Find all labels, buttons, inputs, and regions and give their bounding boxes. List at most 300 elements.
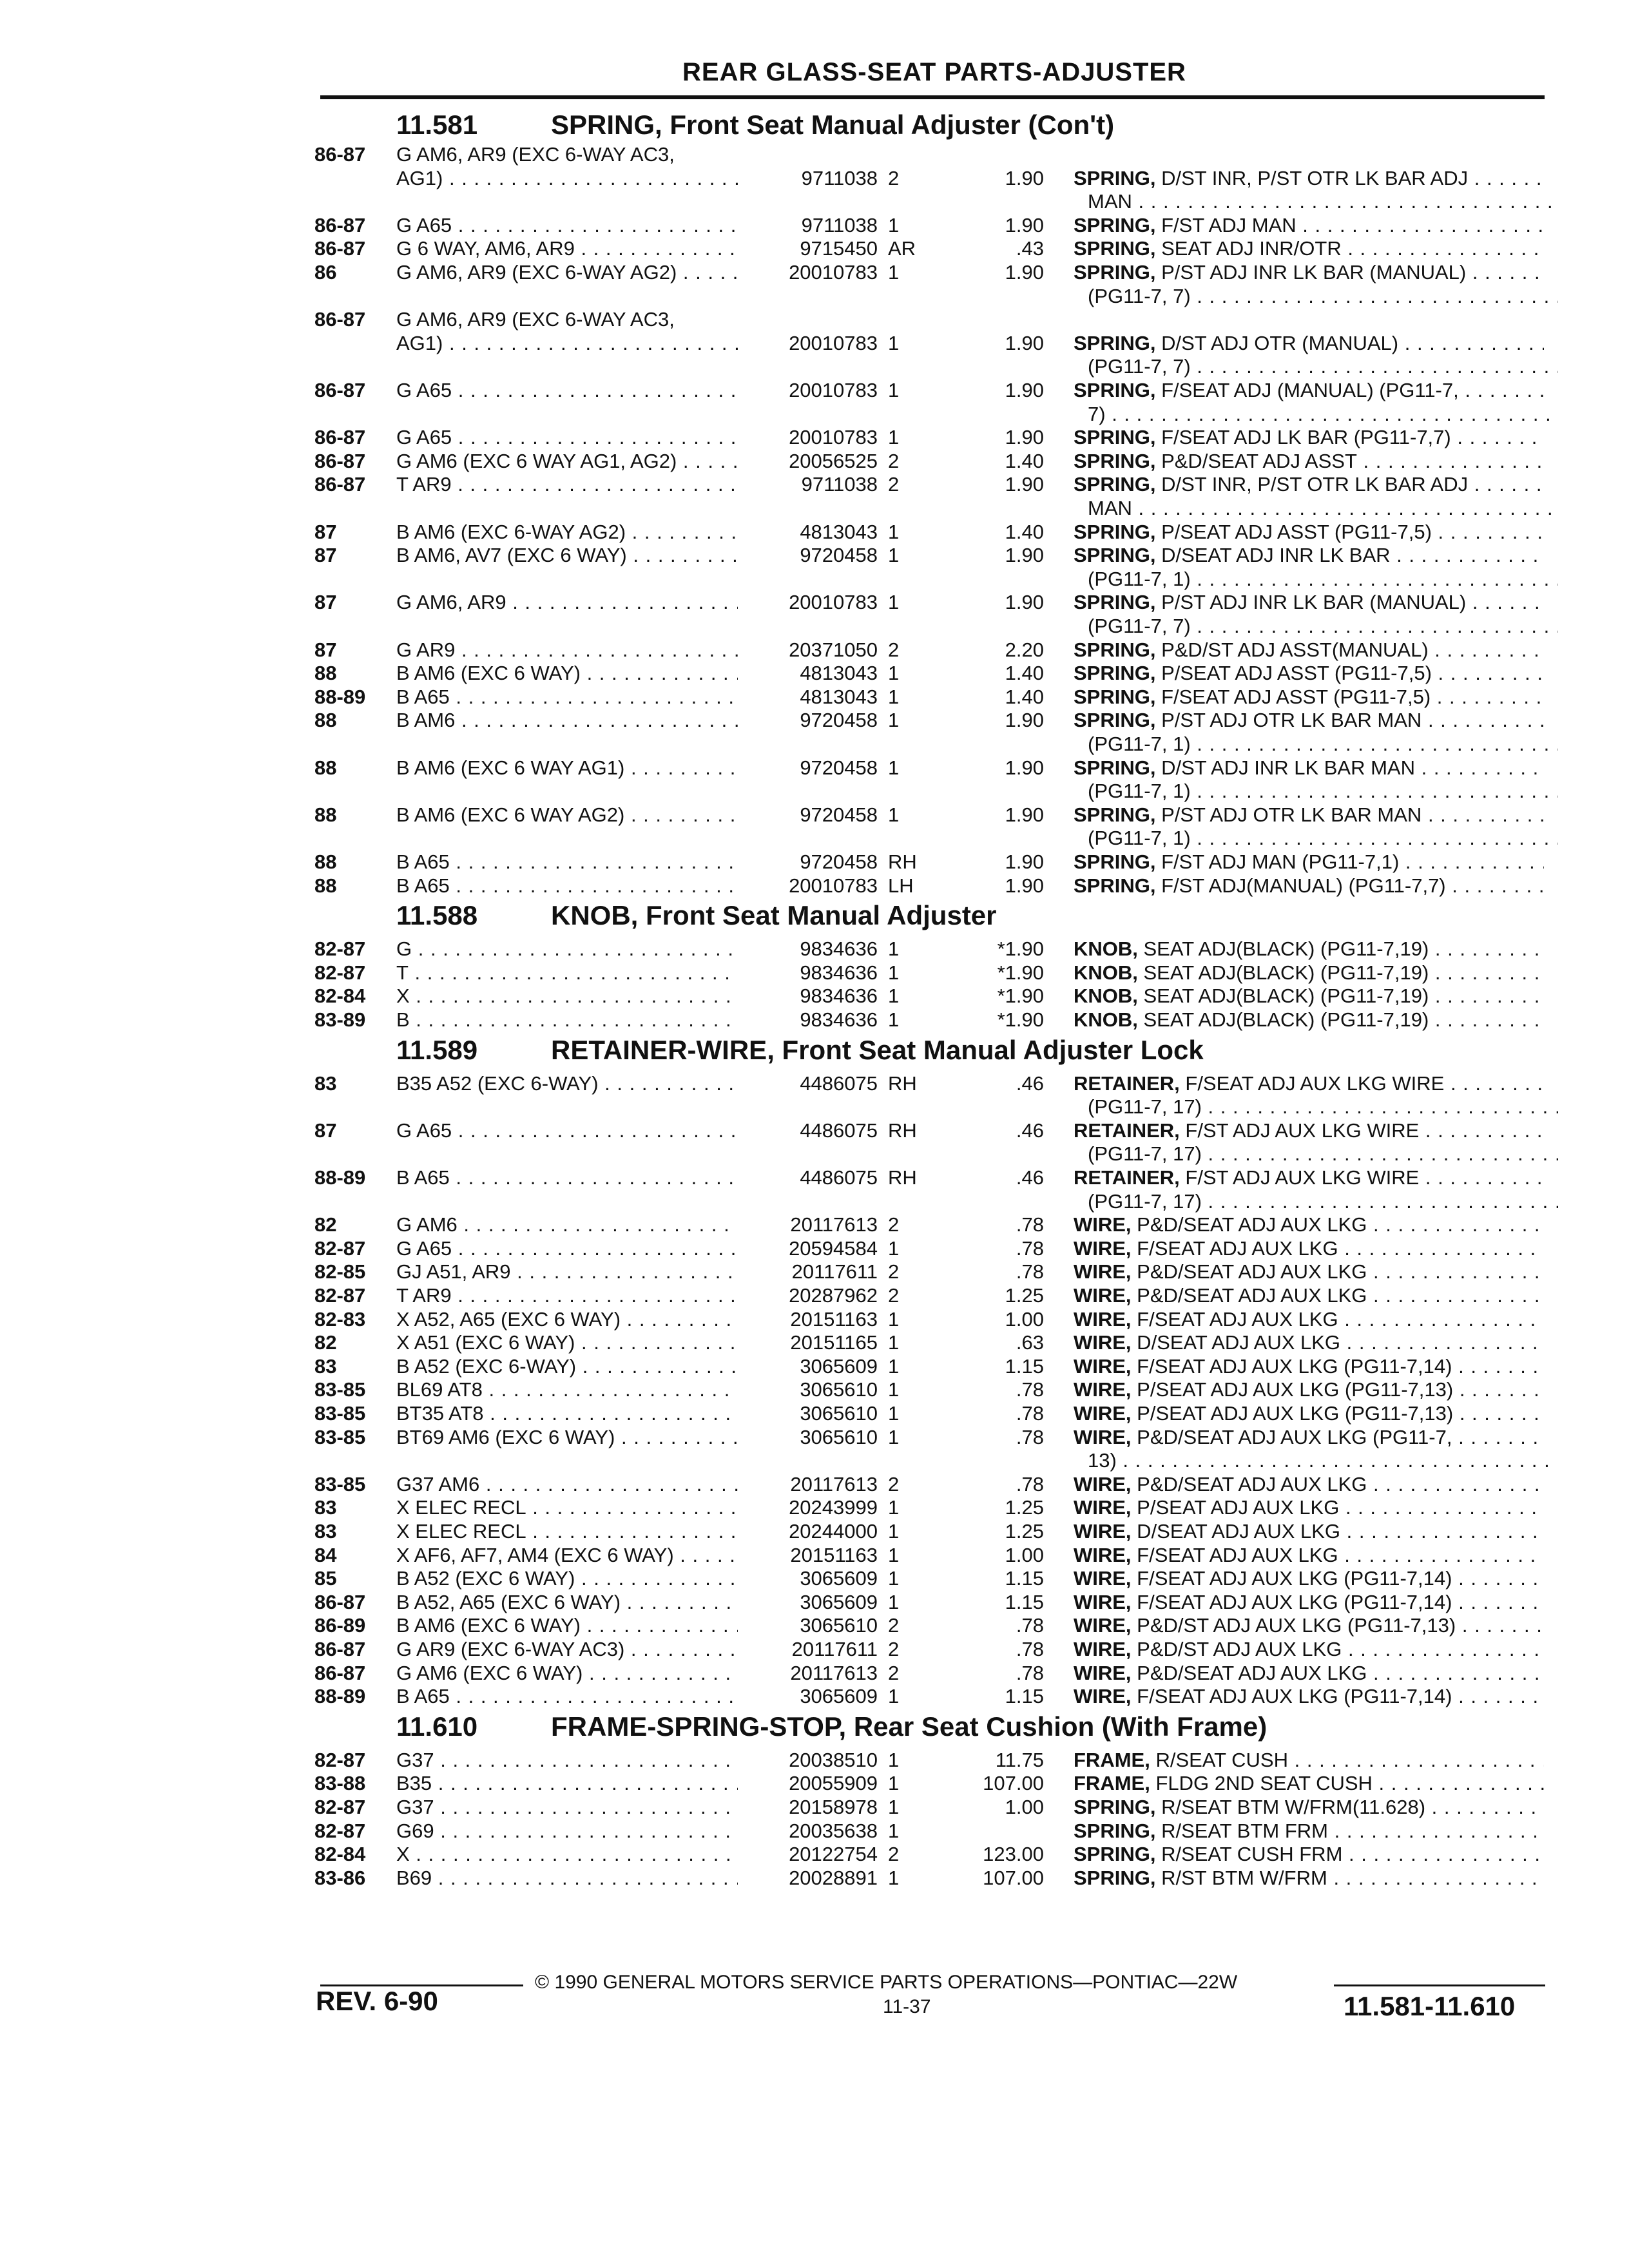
quantity: 1 xyxy=(888,1496,900,1519)
part-row xyxy=(0,1284,1629,1307)
part-name-keyword: SPRING, xyxy=(1074,261,1156,284)
part-name xyxy=(1074,1749,1544,1772)
model-years: 82-83 xyxy=(314,1308,366,1331)
model-years: 83-89 xyxy=(314,1008,366,1031)
part-name xyxy=(1074,473,1544,496)
model-years: 86-87 xyxy=(314,237,366,260)
part-name-detail: (PG11-7, 7) xyxy=(1088,285,1191,307)
quantity: 1 xyxy=(888,1308,900,1331)
part-name-keyword: WIRE, xyxy=(1074,1260,1132,1283)
part-row xyxy=(0,1072,1629,1095)
part-name xyxy=(1074,709,1544,732)
price: 1.00 xyxy=(1005,1308,1044,1331)
model-years: 86-87 xyxy=(314,214,366,236)
model-years: 83 xyxy=(314,1072,337,1095)
part-name-keyword: WIRE, xyxy=(1074,1614,1132,1637)
part-row xyxy=(0,568,1629,591)
part-row xyxy=(0,1426,1629,1449)
quantity: 1 xyxy=(888,214,900,236)
part-name-detail: F/SEAT ADJ (MANUAL) (PG11-7, xyxy=(1155,379,1459,401)
part-name-detail: D/ST INR, P/ST OTR LK BAR ADJ xyxy=(1155,167,1469,189)
quantity: 1 xyxy=(888,1544,900,1566)
part-name xyxy=(1074,1496,1544,1519)
part-row xyxy=(0,379,1629,402)
part-row xyxy=(0,780,1629,803)
model-years: 88 xyxy=(314,709,337,731)
part-row xyxy=(0,521,1629,544)
part-name-detail: P/SEAT ADJ AUX LKG (PG11-7,13) xyxy=(1131,1402,1454,1425)
quantity: 1 xyxy=(888,379,900,401)
part-name-detail: D/ST INR, P/ST OTR LK BAR ADJ xyxy=(1155,473,1469,495)
part-row xyxy=(0,1355,1629,1378)
quantity: 1 xyxy=(888,426,900,448)
part-number: 20010783 xyxy=(789,426,878,448)
part-number: 9711038 xyxy=(801,214,878,236)
part-name-keyword: SPRING, xyxy=(1074,803,1156,826)
part-name xyxy=(1074,686,1544,709)
price: 11.75 xyxy=(995,1749,1044,1771)
part-name-detail: SEAT ADJ(BLACK) (PG11-7,19) xyxy=(1137,985,1429,1007)
part-name-keyword: WIRE, xyxy=(1074,1308,1132,1331)
quantity: 1 xyxy=(888,1749,900,1771)
price: 2.20 xyxy=(1005,639,1044,661)
model-years: 86-87 xyxy=(314,473,366,495)
price: .78 xyxy=(1016,1614,1044,1637)
part-name xyxy=(1074,1638,1544,1661)
price: *1.90 xyxy=(997,985,1044,1007)
part-row xyxy=(0,937,1629,961)
part-row xyxy=(0,756,1629,780)
part-number: 20151163 xyxy=(790,1544,878,1566)
part-name-detail: F/ST ADJ AUX LKG WIRE xyxy=(1179,1119,1420,1142)
part-row xyxy=(0,961,1629,985)
part-name xyxy=(1074,332,1544,355)
part-name xyxy=(1074,1355,1544,1378)
part-number: 3065609 xyxy=(800,1567,878,1590)
price: .78 xyxy=(1016,1426,1044,1448)
part-name-detail: (PG11-7, 7) xyxy=(1088,355,1191,378)
model-years: 86-87 xyxy=(314,426,366,448)
part-name xyxy=(1074,850,1544,874)
part-row xyxy=(0,285,1629,308)
application-description: T AR9 . . . xyxy=(396,1284,738,1307)
part-number: 20117613 xyxy=(790,1213,878,1236)
price: .78 xyxy=(1016,1402,1044,1425)
application-description: G AM6, AR9 . . . xyxy=(396,591,738,614)
model-years: 86-87 xyxy=(314,379,366,401)
part-name-detail: F/ST ADJ MAN (PG11-7,1) xyxy=(1155,850,1400,873)
part-name xyxy=(1074,1567,1544,1590)
application-description: B AM6 (EXC 6 WAY AG2) . . . xyxy=(396,803,738,827)
quantity: 1 xyxy=(888,521,900,543)
part-number: 4813043 xyxy=(800,521,878,543)
part-name xyxy=(1074,1867,1544,1890)
part-name xyxy=(1074,237,1544,260)
quantity: 2 xyxy=(888,167,900,189)
model-years: 82-87 xyxy=(314,937,366,960)
part-name-keyword: KNOB, xyxy=(1074,961,1138,984)
part-row xyxy=(0,850,1629,874)
application-description: G 6 WAY, AM6, AR9 . . . xyxy=(396,237,738,260)
quantity: 2 xyxy=(888,1843,900,1865)
application-description: G AR9 . . . xyxy=(396,639,738,662)
part-row xyxy=(0,709,1629,732)
part-name-keyword: WIRE, xyxy=(1074,1544,1132,1566)
part-name-detail: FLDG 2ND SEAT CUSH xyxy=(1150,1772,1373,1794)
part-row xyxy=(0,143,1629,166)
part-name xyxy=(1074,1072,1544,1095)
model-years: 82 xyxy=(314,1213,337,1236)
price: 1.00 xyxy=(1005,1544,1044,1566)
part-name-detail: P/SEAT ADJ AUX LKG (PG11-7,13) xyxy=(1131,1378,1454,1401)
part-row xyxy=(0,1867,1629,1890)
price: .78 xyxy=(1016,1237,1044,1260)
quantity: 1 xyxy=(888,985,900,1007)
part-number: 20243999 xyxy=(789,1496,878,1519)
part-name-detail: (PG11-7, 1) xyxy=(1088,568,1191,590)
model-years: 88-89 xyxy=(314,686,366,708)
part-name-keyword: SPRING, xyxy=(1074,214,1156,236)
part-name xyxy=(1074,1308,1544,1331)
part-name xyxy=(1074,1520,1544,1543)
part-number: 20055909 xyxy=(789,1772,878,1794)
footer-copyright: © 1990 GENERAL MOTORS SERVICE PARTS OPERATIONS—PONTIAC—22W xyxy=(535,1972,1238,1993)
price: 1.40 xyxy=(1005,521,1044,543)
price: .78 xyxy=(1016,1378,1044,1401)
part-number: 9720458 xyxy=(800,544,878,566)
page-header-title: REAR GLASS-SEAT PARTS-ADJUSTER xyxy=(682,58,1186,86)
price: 107.00 xyxy=(983,1772,1044,1794)
part-name xyxy=(1074,1260,1544,1283)
part-row xyxy=(0,1614,1629,1637)
part-name-detail: F/SEAT ADJ AUX LKG xyxy=(1131,1308,1338,1331)
part-name-detail: (PG11-7, 17) xyxy=(1088,1190,1202,1213)
part-name-keyword: SPRING, xyxy=(1074,874,1156,897)
part-name-keyword: WIRE, xyxy=(1074,1426,1132,1448)
quantity: 1 xyxy=(888,1426,900,1448)
part-name-keyword: WIRE, xyxy=(1074,1237,1132,1260)
part-name-keyword: SPRING, xyxy=(1074,473,1156,495)
application-description: G AM6, AR9 (EXC 6-WAY AC3, xyxy=(396,308,675,331)
model-years: 82-85 xyxy=(314,1260,366,1283)
part-name xyxy=(1074,985,1544,1008)
part-name xyxy=(1074,1331,1544,1354)
part-number: 20010783 xyxy=(789,591,878,613)
part-name-keyword: WIRE, xyxy=(1074,1331,1132,1354)
price: .46 xyxy=(1016,1119,1044,1142)
part-name-detail: F/SEAT ADJ LK BAR (PG11-7,7) xyxy=(1155,426,1451,448)
part-number: 3065610 xyxy=(800,1378,878,1401)
part-number: 20010783 xyxy=(789,379,878,401)
part-name xyxy=(1074,1284,1544,1307)
part-row xyxy=(0,1796,1629,1819)
part-number: 9834636 xyxy=(800,937,878,960)
part-name xyxy=(1074,803,1544,827)
price: .78 xyxy=(1016,1213,1044,1236)
part-number: 3065610 xyxy=(800,1614,878,1637)
part-row xyxy=(0,1190,1629,1213)
application-description: G A65 . . . xyxy=(396,1237,738,1260)
part-row xyxy=(0,615,1629,638)
footer-rule-right xyxy=(1334,1984,1545,1986)
part-name-keyword: FRAME, xyxy=(1074,1749,1150,1771)
part-name-keyword: WIRE, xyxy=(1074,1355,1132,1378)
quantity: 1 xyxy=(888,756,900,779)
application-description: B A65 . . . xyxy=(396,1166,738,1189)
model-years: 87 xyxy=(314,544,337,566)
part-name-keyword: WIRE, xyxy=(1074,1638,1132,1660)
application-description: AG1) . . . xyxy=(396,332,738,355)
part-name xyxy=(1074,521,1544,544)
quantity: RH xyxy=(888,1072,917,1095)
quantity: 1 xyxy=(888,1520,900,1542)
part-row xyxy=(0,1008,1629,1032)
price: 1.90 xyxy=(1005,544,1044,566)
model-years: 86-87 xyxy=(314,308,366,331)
part-number: 4813043 xyxy=(800,686,878,708)
quantity: RH xyxy=(888,850,917,873)
application-description: X . . . xyxy=(396,985,738,1008)
part-name-detail: F/SEAT ADJ AUX LKG (PG11-7,14) xyxy=(1131,1355,1452,1378)
application-description: B35 A52 (EXC 6-WAY) . . . xyxy=(396,1072,738,1095)
part-name-keyword: WIRE, xyxy=(1074,1284,1132,1307)
part-row xyxy=(0,497,1629,520)
application-description: G69 . . . xyxy=(396,1820,738,1843)
price: .78 xyxy=(1016,1260,1044,1283)
part-name-detail: P/SEAT ADJ ASST (PG11-7,5) xyxy=(1155,662,1432,684)
application-description: B AM6 (EXC 6-WAY AG2) . . . xyxy=(396,521,738,544)
part-name xyxy=(1074,1591,1544,1614)
application-description: G A65 . . . xyxy=(396,426,738,449)
part-name xyxy=(1074,426,1544,449)
application-description: B AM6 (EXC 6 WAY) . . . xyxy=(396,662,738,685)
model-years: 82 xyxy=(314,1331,337,1354)
part-name-keyword: RETAINER, xyxy=(1074,1119,1180,1142)
part-row xyxy=(0,403,1629,426)
part-name xyxy=(1074,961,1544,985)
model-years: 84 xyxy=(314,1544,337,1566)
quantity: 2 xyxy=(888,1260,900,1283)
price: 1.90 xyxy=(1005,473,1044,495)
part-row xyxy=(0,450,1629,473)
price: 123.00 xyxy=(983,1843,1044,1865)
section-title: RETAINER-WIRE, Front Seat Manual Adjuster Lock xyxy=(551,1034,1204,1065)
quantity: 2 xyxy=(888,1614,900,1637)
part-name xyxy=(1074,1772,1544,1795)
part-name-detail: P&D/SEAT ADJ AUX LKG xyxy=(1131,1213,1367,1236)
price: 1.90 xyxy=(1005,167,1044,189)
application-description: B A52 (EXC 6-WAY) . . . xyxy=(396,1355,738,1378)
price: 1.15 xyxy=(1005,1567,1044,1590)
part-name-keyword: SPRING, xyxy=(1074,521,1156,543)
part-name xyxy=(1074,1820,1544,1843)
part-name-keyword: SPRING, xyxy=(1074,756,1156,779)
part-number: 4813043 xyxy=(800,662,878,684)
quantity: 1 xyxy=(888,1796,900,1818)
quantity: 1 xyxy=(888,1008,900,1031)
quantity: 1 xyxy=(888,1685,900,1707)
part-name-detail: F/SEAT ADJ AUX LKG xyxy=(1131,1237,1338,1260)
price: .43 xyxy=(1016,237,1044,260)
part-name-detail: P&D/SEAT ADJ ASST xyxy=(1155,450,1357,472)
model-years: 86-87 xyxy=(314,1638,366,1660)
application-description: X AF6, AF7, AM4 (EXC 6 WAY) . . . xyxy=(396,1544,738,1567)
model-years: 83-85 xyxy=(314,1402,366,1425)
part-name-detail: P&D/SEAT ADJ AUX LKG xyxy=(1131,1260,1367,1283)
model-years: 88 xyxy=(314,756,337,779)
part-name-keyword: SPRING, xyxy=(1074,379,1156,401)
part-number: 3065609 xyxy=(800,1591,878,1613)
price: 1.15 xyxy=(1005,1591,1044,1613)
part-name xyxy=(1074,1426,1544,1449)
part-name-detail: P/ST ADJ INR LK BAR (MANUAL) xyxy=(1155,261,1467,284)
part-name-keyword: RETAINER, xyxy=(1074,1166,1180,1189)
quantity: LH xyxy=(888,874,914,897)
part-row xyxy=(0,237,1629,260)
part-name xyxy=(1088,1449,1558,1472)
quantity: 1 xyxy=(888,937,900,960)
part-name xyxy=(1074,450,1544,473)
model-years: 83-86 xyxy=(314,1867,366,1889)
part-name xyxy=(1074,379,1544,402)
part-row xyxy=(0,874,1629,898)
quantity: 2 xyxy=(888,1473,900,1495)
part-row xyxy=(0,1473,1629,1496)
part-name-detail: P/SEAT ADJ AUX LKG xyxy=(1131,1496,1340,1519)
section-title: KNOB, Front Seat Manual Adjuster xyxy=(551,900,997,931)
part-name-keyword: SPRING, xyxy=(1074,686,1156,708)
model-years: 83-85 xyxy=(314,1378,366,1401)
part-number: 20151163 xyxy=(790,1308,878,1331)
part-number: 9720458 xyxy=(800,803,878,826)
quantity: 1 xyxy=(888,1378,900,1401)
part-name-keyword: WIRE, xyxy=(1074,1567,1132,1590)
model-years: 83-85 xyxy=(314,1426,366,1448)
model-years: 88 xyxy=(314,662,337,684)
quantity: 1 xyxy=(888,1355,900,1378)
part-name-detail: (PG11-7, 17) xyxy=(1088,1095,1202,1118)
section-number: 11.589 xyxy=(396,1034,478,1065)
footer-revision: REV. 6-90 xyxy=(316,1986,438,2016)
application-description: B A52 (EXC 6 WAY) . . . xyxy=(396,1567,738,1590)
part-row xyxy=(0,1591,1629,1614)
part-row xyxy=(0,591,1629,614)
application-description: G A65 . . . xyxy=(396,1119,738,1142)
application-description: T . . . xyxy=(396,961,738,985)
part-name-detail: P&D/SEAT ADJ AUX LKG (PG11-7, xyxy=(1131,1426,1452,1448)
application-description: B69 . . . xyxy=(396,1867,738,1890)
model-years: 83-85 xyxy=(314,1473,366,1495)
model-years: 86-89 xyxy=(314,1614,366,1637)
application-description: B A65 . . . xyxy=(396,1685,738,1708)
part-name xyxy=(1088,1142,1558,1166)
part-name xyxy=(1074,261,1544,284)
application-description: B . . . xyxy=(396,1008,738,1032)
part-name-detail: F/SEAT ADJ AUX LKG xyxy=(1131,1544,1338,1566)
quantity: 1 xyxy=(888,1402,900,1425)
part-name-keyword: SPRING, xyxy=(1074,662,1156,684)
part-name-detail: D/SEAT ADJ INR LK BAR xyxy=(1155,544,1391,566)
part-number: 3065610 xyxy=(800,1426,878,1448)
part-row xyxy=(0,261,1629,284)
part-name-detail: P&D/ST ADJ ASST(MANUAL) xyxy=(1155,639,1429,661)
part-row xyxy=(0,1237,1629,1260)
part-name-detail: R/ST BTM W/FRM xyxy=(1155,1867,1327,1889)
price: 1.25 xyxy=(1005,1284,1044,1307)
part-name xyxy=(1074,1119,1544,1142)
part-name xyxy=(1088,1095,1558,1119)
application-description: X ELEC RECL . . . xyxy=(396,1496,738,1519)
price: 1.90 xyxy=(1005,261,1044,284)
part-name xyxy=(1088,285,1558,308)
part-name-detail: (PG11-7, 1) xyxy=(1088,733,1191,755)
part-row xyxy=(0,1749,1629,1772)
part-name-keyword: RETAINER, xyxy=(1074,1072,1180,1095)
part-number: 9720458 xyxy=(800,850,878,873)
part-row xyxy=(0,1496,1629,1519)
part-row xyxy=(0,733,1629,756)
part-name-detail: (PG11-7, 1) xyxy=(1088,780,1191,802)
part-name xyxy=(1074,1662,1544,1685)
application-description: B AM6 . . . xyxy=(396,709,738,732)
quantity: 1 xyxy=(888,1591,900,1613)
price: 1.90 xyxy=(1005,874,1044,897)
part-row xyxy=(0,1378,1629,1401)
part-name-keyword: SPRING, xyxy=(1074,1796,1156,1818)
part-name-keyword: SPRING, xyxy=(1074,709,1156,731)
quantity: 1 xyxy=(888,662,900,684)
part-number: 20035638 xyxy=(789,1820,878,1842)
model-years: 87 xyxy=(314,591,337,613)
part-name-keyword: KNOB, xyxy=(1074,985,1138,1007)
part-name-detail: SEAT ADJ(BLACK) (PG11-7,19) xyxy=(1137,937,1429,960)
part-name xyxy=(1074,1378,1544,1401)
part-row xyxy=(0,1520,1629,1543)
part-name-detail: (PG11-7, 7) xyxy=(1088,615,1191,637)
part-row xyxy=(0,1308,1629,1331)
quantity: 1 xyxy=(888,1237,900,1260)
part-name xyxy=(1088,780,1558,803)
part-name-keyword: WIRE, xyxy=(1074,1591,1132,1613)
part-number: 20117613 xyxy=(790,1473,878,1495)
section-title: SPRING, Front Seat Manual Adjuster (Con't) xyxy=(551,110,1115,140)
part-row xyxy=(0,686,1629,709)
price: 1.15 xyxy=(1005,1685,1044,1707)
part-name-detail: SEAT ADJ(BLACK) (PG11-7,19) xyxy=(1137,1008,1429,1031)
part-number: 20028891 xyxy=(789,1867,878,1889)
part-name-keyword: SPRING, xyxy=(1074,1843,1156,1865)
part-name-keyword: SPRING, xyxy=(1074,167,1156,189)
model-years: 82-87 xyxy=(314,961,366,984)
part-row xyxy=(0,1166,1629,1189)
quantity: 1 xyxy=(888,1331,900,1354)
price: 1.25 xyxy=(1005,1520,1044,1542)
part-name-detail: R/SEAT BTM FRM xyxy=(1155,1820,1328,1842)
part-number: 20117613 xyxy=(790,1662,878,1684)
application-description: X A52, A65 (EXC 6 WAY) . . . xyxy=(396,1308,738,1331)
model-years: 83 xyxy=(314,1496,337,1519)
part-name-detail: SEAT ADJ INR/OTR xyxy=(1155,237,1342,260)
price: 1.40 xyxy=(1005,450,1044,472)
application-description: X A51 (EXC 6 WAY) . . . xyxy=(396,1331,738,1354)
part-number: 9834636 xyxy=(800,961,878,984)
part-name-detail: D/ST ADJ INR LK BAR MAN xyxy=(1155,756,1415,779)
application-description: B A65 . . . xyxy=(396,686,738,709)
application-description: B35 . . . xyxy=(396,1772,738,1795)
quantity: RH xyxy=(888,1119,917,1142)
footer-page-number: 11-37 xyxy=(883,1996,931,2017)
quantity: RH xyxy=(888,1166,917,1189)
